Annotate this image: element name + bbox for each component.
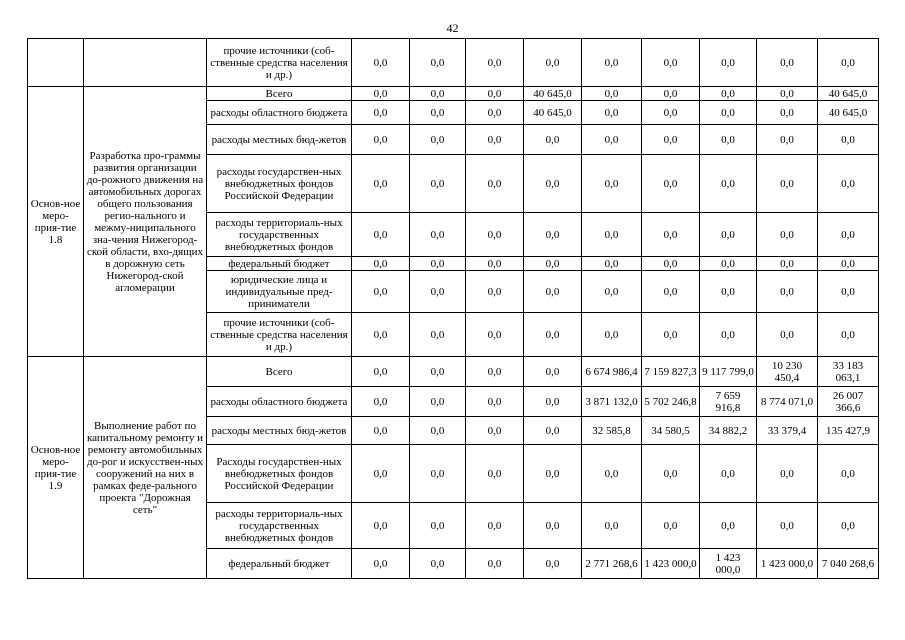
value-cell: 0,0 <box>524 39 582 87</box>
value-cell: 0,0 <box>352 445 410 503</box>
value-cell: 0,0 <box>757 101 818 125</box>
value-cell: 2 771 268,6 <box>582 549 642 579</box>
value-cell: 0,0 <box>352 155 410 213</box>
value-cell: 0,0 <box>352 87 410 101</box>
value-cell: 0,0 <box>642 155 700 213</box>
value-cell: 0,0 <box>524 417 582 445</box>
funding-source-cell: расходы областного бюджета <box>207 387 352 417</box>
value-cell: 40 645,0 <box>818 101 879 125</box>
value-cell: 0,0 <box>757 213 818 257</box>
value-cell: 0,0 <box>352 387 410 417</box>
funding-source-cell: Всего <box>207 357 352 387</box>
value-cell: 0,0 <box>466 257 524 271</box>
value-cell: 0,0 <box>352 125 410 155</box>
funding-source-cell: федеральный бюджет <box>207 549 352 579</box>
value-cell: 0,0 <box>524 155 582 213</box>
value-cell: 10 230 450,4 <box>757 357 818 387</box>
value-cell: 0,0 <box>642 213 700 257</box>
value-cell: 26 007 366,6 <box>818 387 879 417</box>
value-cell: 0,0 <box>757 125 818 155</box>
value-cell: 0,0 <box>642 313 700 357</box>
value-cell: 1 423 000,0 <box>642 549 700 579</box>
table-row <box>28 39 879 87</box>
value-cell: 3 871 132,0 <box>582 387 642 417</box>
table-row <box>28 87 879 101</box>
value-cell: 0,0 <box>524 549 582 579</box>
funding-source-cell: федеральный бюджет <box>207 257 352 271</box>
value-cell: 0,0 <box>757 87 818 101</box>
value-cell: 0,0 <box>352 313 410 357</box>
value-cell: 0,0 <box>410 549 466 579</box>
value-cell: 0,0 <box>757 271 818 313</box>
value-cell: 0,0 <box>700 445 757 503</box>
value-cell: 0,0 <box>582 39 642 87</box>
value-cell: 0,0 <box>352 503 410 549</box>
value-cell: 0,0 <box>818 503 879 549</box>
value-cell: 0,0 <box>466 213 524 257</box>
value-cell: 0,0 <box>700 503 757 549</box>
funding-source-cell: прочие источники (соб-ственные средства населения и др.) <box>207 313 352 357</box>
value-cell: 0,0 <box>582 271 642 313</box>
value-cell: 0,0 <box>410 445 466 503</box>
value-cell: 0,0 <box>352 39 410 87</box>
value-cell: 0,0 <box>642 503 700 549</box>
value-cell: 0,0 <box>700 257 757 271</box>
value-cell: 0,0 <box>524 125 582 155</box>
value-cell: 0,0 <box>524 445 582 503</box>
value-cell: 0,0 <box>582 445 642 503</box>
value-cell: 0,0 <box>410 213 466 257</box>
value-cell: 40 645,0 <box>524 87 582 101</box>
value-cell: 0,0 <box>524 213 582 257</box>
description-cell: Разработка про-граммы развития организации до-рожного движения на автомобильных дорогах общего пользования регио-нального и межму-ниципального зна-чения Нижегород-ской области, вхо-дящих в дорожную сеть Нижегород-ской агломерации <box>84 87 207 357</box>
value-cell: 0,0 <box>410 271 466 313</box>
value-cell: 1 423 000,0 <box>700 549 757 579</box>
value-cell: 0,0 <box>582 101 642 125</box>
value-cell: 0,0 <box>582 125 642 155</box>
value-cell: 34 882,2 <box>700 417 757 445</box>
value-cell: 0,0 <box>700 101 757 125</box>
value-cell: 0,0 <box>352 101 410 125</box>
value-cell: 0,0 <box>818 313 879 357</box>
value-cell: 0,0 <box>642 445 700 503</box>
funding-source-cell: прочие источники (соб-ственные средства населения и др.) <box>207 39 352 87</box>
description-cell <box>84 39 207 87</box>
value-cell: 0,0 <box>757 39 818 87</box>
funding-source-cell: расходы местных бюд-жетов <box>207 125 352 155</box>
value-cell: 0,0 <box>352 271 410 313</box>
funding-source-cell: юридические лица и индивидуальные пред-приниматели <box>207 271 352 313</box>
value-cell: 0,0 <box>642 125 700 155</box>
value-cell: 0,0 <box>700 87 757 101</box>
value-cell: 0,0 <box>410 503 466 549</box>
value-cell: 0,0 <box>524 357 582 387</box>
value-cell: 0,0 <box>410 39 466 87</box>
value-cell: 0,0 <box>582 503 642 549</box>
value-cell: 0,0 <box>642 87 700 101</box>
description-cell: Выполнение работ по капитальному ремонту и ремонту автомобильных до-рог и искусствен-ных сооружений на них в рамках феде-рального проекта "Дорожная сеть" <box>84 357 207 579</box>
value-cell: 0,0 <box>700 125 757 155</box>
value-cell: 0,0 <box>466 445 524 503</box>
value-cell: 0,0 <box>642 271 700 313</box>
value-cell: 0,0 <box>818 125 879 155</box>
value-cell: 0,0 <box>352 417 410 445</box>
value-cell: 7 040 268,6 <box>818 549 879 579</box>
value-cell: 5 702 246,8 <box>642 387 700 417</box>
value-cell: 0,0 <box>410 387 466 417</box>
budget-table <box>27 38 879 579</box>
stage-cell: Основ-ное меро-прия-тие 1.9 <box>28 357 84 579</box>
value-cell: 7 159 827,3 <box>642 357 700 387</box>
value-cell: 0,0 <box>818 213 879 257</box>
funding-source-cell: расходы государствен-ных внебюджетных фондов Российской Федерации <box>207 155 352 213</box>
value-cell: 0,0 <box>410 417 466 445</box>
value-cell: 0,0 <box>757 445 818 503</box>
value-cell: 0,0 <box>466 357 524 387</box>
funding-source-cell: расходы территориаль-ных государственных внебюджетных фондов <box>207 213 352 257</box>
value-cell: 7 659 916,8 <box>700 387 757 417</box>
stage-cell <box>28 39 84 87</box>
value-cell: 0,0 <box>466 87 524 101</box>
value-cell: 33 379,4 <box>757 417 818 445</box>
value-cell: 0,0 <box>757 313 818 357</box>
funding-source-cell: расходы местных бюд-жетов <box>207 417 352 445</box>
value-cell: 0,0 <box>757 155 818 213</box>
value-cell: 0,0 <box>818 155 879 213</box>
value-cell: 135 427,9 <box>818 417 879 445</box>
value-cell: 1 423 000,0 <box>757 549 818 579</box>
value-cell: 0,0 <box>466 387 524 417</box>
funding-source-cell: Всего <box>207 87 352 101</box>
value-cell: 6 674 986,4 <box>582 357 642 387</box>
value-cell: 0,0 <box>466 101 524 125</box>
value-cell: 0,0 <box>524 387 582 417</box>
value-cell: 40 645,0 <box>524 101 582 125</box>
value-cell: 0,0 <box>466 155 524 213</box>
funding-source-cell: расходы областного бюджета <box>207 101 352 125</box>
value-cell: 0,0 <box>642 257 700 271</box>
value-cell: 0,0 <box>524 313 582 357</box>
value-cell: 0,0 <box>524 257 582 271</box>
table-row <box>28 357 879 387</box>
value-cell: 0,0 <box>466 313 524 357</box>
value-cell: 0,0 <box>700 271 757 313</box>
value-cell: 0,0 <box>757 257 818 271</box>
value-cell: 9 117 799,0 <box>700 357 757 387</box>
value-cell: 0,0 <box>410 357 466 387</box>
value-cell: 0,0 <box>700 155 757 213</box>
stage-cell: Основ-ное меро-прия-тие 1.8 <box>28 87 84 357</box>
value-cell: 0,0 <box>818 271 879 313</box>
funding-source-cell: расходы территориаль-ных государственных внебюджетных фондов <box>207 503 352 549</box>
value-cell: 0,0 <box>582 213 642 257</box>
value-cell: 0,0 <box>410 125 466 155</box>
value-cell: 0,0 <box>582 87 642 101</box>
value-cell: 0,0 <box>582 313 642 357</box>
value-cell: 0,0 <box>818 445 879 503</box>
value-cell: 0,0 <box>466 125 524 155</box>
value-cell: 0,0 <box>466 39 524 87</box>
value-cell: 0,0 <box>757 503 818 549</box>
value-cell: 34 580,5 <box>642 417 700 445</box>
value-cell: 40 645,0 <box>818 87 879 101</box>
page-number: 42 <box>446 21 459 35</box>
value-cell: 0,0 <box>352 257 410 271</box>
value-cell: 0,0 <box>700 213 757 257</box>
value-cell: 0,0 <box>352 549 410 579</box>
value-cell: 0,0 <box>410 87 466 101</box>
value-cell: 0,0 <box>700 313 757 357</box>
value-cell: 0,0 <box>700 39 757 87</box>
value-cell: 0,0 <box>642 39 700 87</box>
value-cell: 0,0 <box>524 271 582 313</box>
value-cell: 0,0 <box>466 549 524 579</box>
value-cell: 0,0 <box>410 313 466 357</box>
funding-source-cell: Расходы государствен-ных внебюджетных фондов Российской Федерации <box>207 445 352 503</box>
value-cell: 0,0 <box>582 155 642 213</box>
value-cell: 0,0 <box>466 503 524 549</box>
value-cell: 0,0 <box>352 213 410 257</box>
value-cell: 0,0 <box>352 357 410 387</box>
value-cell: 0,0 <box>410 257 466 271</box>
value-cell: 32 585,8 <box>582 417 642 445</box>
value-cell: 0,0 <box>410 101 466 125</box>
value-cell: 0,0 <box>466 417 524 445</box>
value-cell: 0,0 <box>466 271 524 313</box>
value-cell: 0,0 <box>818 257 879 271</box>
value-cell: 0,0 <box>642 101 700 125</box>
value-cell: 0,0 <box>410 155 466 213</box>
value-cell: 33 183 063,1 <box>818 357 879 387</box>
value-cell: 0,0 <box>582 257 642 271</box>
value-cell: 0,0 <box>818 39 879 87</box>
value-cell: 0,0 <box>524 503 582 549</box>
value-cell: 8 774 071,0 <box>757 387 818 417</box>
